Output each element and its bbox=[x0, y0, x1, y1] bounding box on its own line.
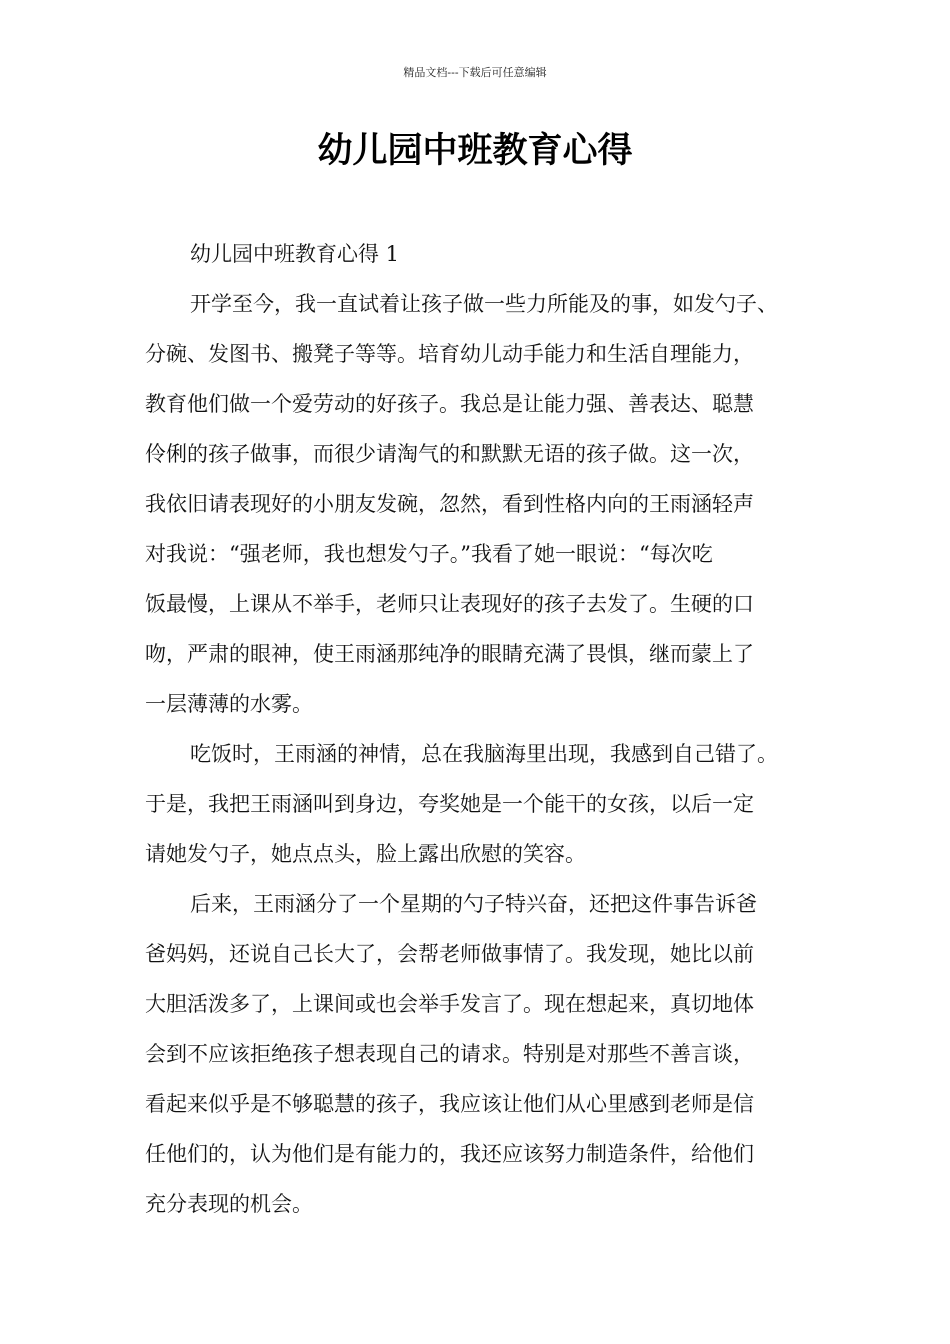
paragraph-line: 会到不应该拒绝孩子想表现自己的请求。特别是对那些不善言谈， bbox=[145, 1042, 754, 1066]
paragraph-line: 爸妈妈，还说自己长大了，会帮老师做事情了。我发现，她比以前 bbox=[145, 942, 754, 966]
paragraph-line: 教育他们做一个爱劳动的好孩子。我总是让能力强、善表达、聪慧 bbox=[145, 392, 754, 416]
document-body bbox=[145, 229, 835, 1229]
header-note: 精品文档---下载后可任意编辑 bbox=[403, 66, 547, 79]
paragraph-line: 后来，王雨涵分了一个星期的勺子特兴奋，还把这件事告诉爸 bbox=[190, 892, 757, 916]
section-heading: 幼儿园中班教育心得 1 bbox=[190, 242, 400, 266]
paragraph-line: 大胆活泼多了，上课间或也会举手发言了。现在想起来，真切地体 bbox=[145, 992, 754, 1016]
paragraph-line: 任他们的，认为他们是有能力的，我还应该努力制造条件，给他们 bbox=[145, 1142, 754, 1166]
document-title: 幼儿园中班教育心得 bbox=[317, 130, 633, 171]
paragraph-line: 分碗、发图书、搬凳子等等。培育幼儿动手能力和生活自理能力， bbox=[145, 342, 754, 366]
paragraph-line: 于是，我把王雨涵叫到身边，夸奖她是一个能干的女孩，以后一定 bbox=[145, 792, 754, 816]
paragraph-line: 请她发勺子，她点点头，脸上露出欣慰的笑容。 bbox=[145, 842, 586, 866]
paragraph-line: 一层薄薄的水雾。 bbox=[145, 692, 313, 716]
paragraph-line: 对我说：“强老师，我也想发勺子。”我看了她一眼说：“每次吃 bbox=[145, 542, 713, 566]
paragraph-line: 我依旧请表现好的小朋友发碗，忽然，看到性格内向的王雨涵轻声 bbox=[145, 492, 754, 516]
paragraph-line: 看起来似乎是不够聪慧的孩子，我应该让他们从心里感到老师是信 bbox=[145, 1092, 754, 1116]
paragraph-line: 吃饭时，王雨涵的神情，总在我脑海里出现，我感到自己错了。 bbox=[190, 742, 778, 766]
paragraph-line: 吻，严肃的眼神，使王雨涵那纯净的眼睛充满了畏惧，继而蒙上了 bbox=[145, 642, 754, 666]
paragraph-line: 伶俐的孩子做事，而很少请淘气的和默默无语的孩子做。这一次， bbox=[145, 442, 754, 466]
paragraph-line: 开学至今，我一直试着让孩子做一些力所能及的事，如发勺子、 bbox=[190, 292, 778, 316]
paragraph-line: 充分表现的机会。 bbox=[145, 1192, 313, 1216]
paragraph-line: 饭最慢，上课从不举手，老师只让表现好的孩子去发了。生硬的口 bbox=[145, 592, 754, 616]
